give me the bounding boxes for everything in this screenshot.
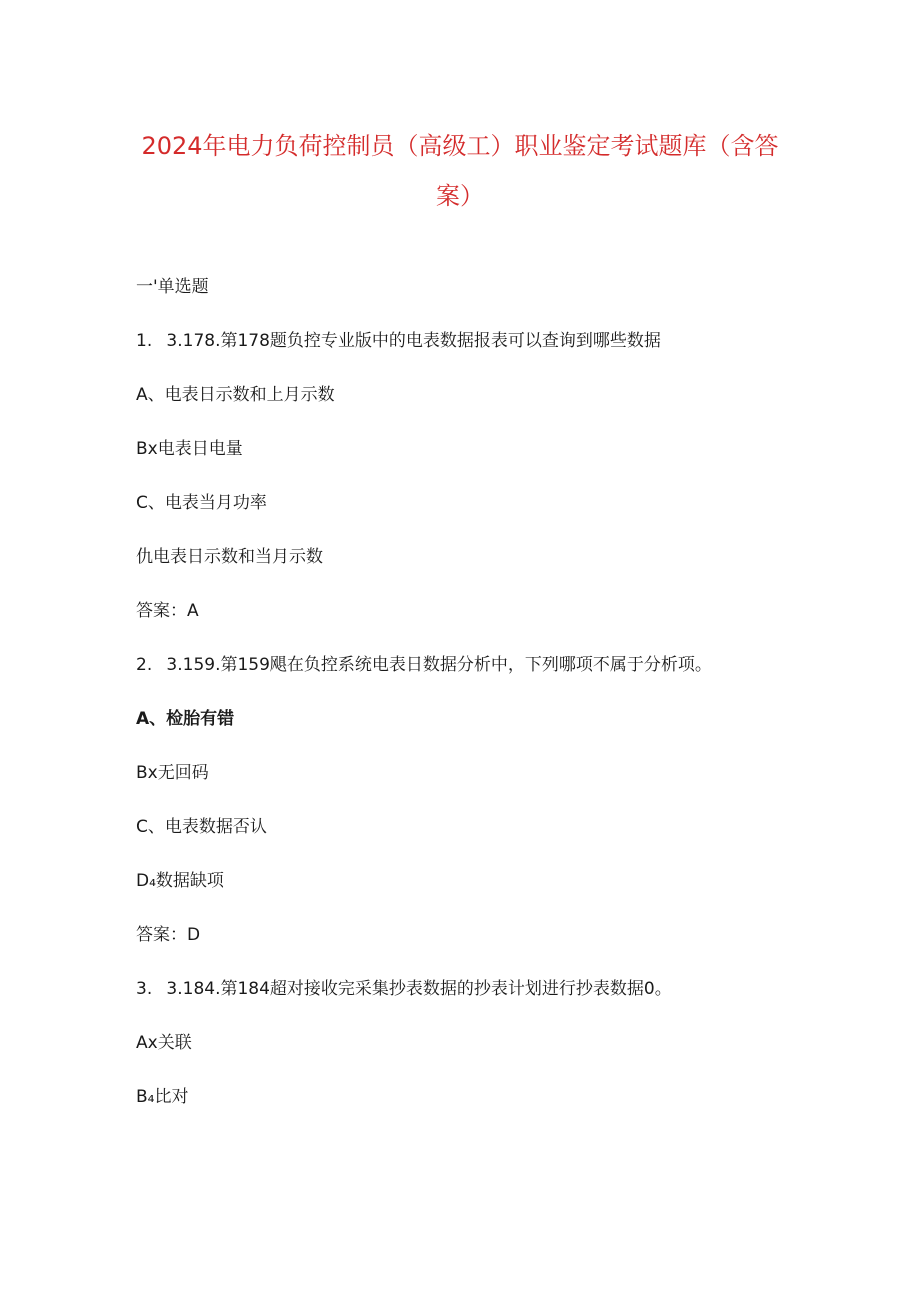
question-2	[136, 654, 712, 676]
question-2-option-b: Bx无回码	[136, 763, 209, 783]
question-number: 2.	[136, 655, 153, 675]
question-1-option-d: 仇电表日示数和当月示数	[136, 547, 323, 567]
question-3	[136, 978, 672, 1000]
section-heading: 一'单选题	[136, 277, 209, 297]
document-title-line-2: 案）	[436, 182, 484, 210]
question-1	[136, 330, 661, 352]
question-2-option-d: D₄数据缺项	[136, 871, 224, 891]
question-1-option-b: Bx电表日电量	[136, 439, 243, 459]
question-number: 3.	[136, 979, 153, 999]
question-1-option-c: C、电表当月功率	[136, 493, 267, 513]
question-text: 3.184.第184超对接收完采集抄表数据的抄表计划进行抄表数据0。	[166, 979, 672, 999]
question-2-answer: 答案：D	[136, 925, 201, 945]
question-text: 3.159.第159飓在负控系统电表日数据分析中，下列哪项不属于分析项。	[166, 655, 712, 675]
question-3-option-a: Ax关联	[136, 1033, 192, 1053]
document-title-line-1: 2024年电力负荷控制员（高级工）职业鉴定考试题库（含答	[141, 132, 779, 160]
question-2-option-a: A、检胎有错	[136, 709, 235, 729]
question-text: 3.178.第178题负控专业版中的电表数据报表可以查询到哪些数据	[166, 331, 661, 351]
question-3-option-b: B₄比对	[136, 1087, 189, 1107]
question-number: 1.	[136, 331, 153, 351]
question-2-option-c: C、电表数据否认	[136, 817, 267, 837]
question-1-answer: 答案：A	[136, 601, 199, 621]
question-1-option-a: A、电表日示数和上月示数	[136, 385, 335, 405]
